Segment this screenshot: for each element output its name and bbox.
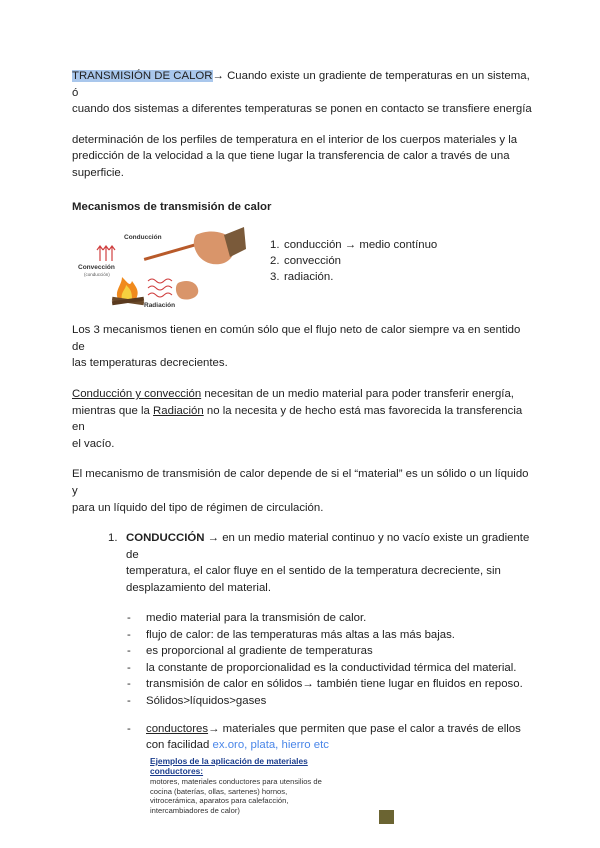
material-paragraph: El mecanismo de transmisión de calor depende de si el “material” es un sólido o un líquido y para un líquido del tipo de régimen de circulación. (72, 468, 529, 514)
section-title: CONDUCCIÓN (126, 532, 205, 545)
conveccion-sub-label: (conducción) (84, 272, 110, 278)
open-hand-icon (176, 281, 198, 300)
medium-paragraph: Conducción y convección necesitan de un medio material para poder transferir energía, mientras que la Radiación no la necesita y de hecho está mas favorecida la transferencia en el vacío. (72, 387, 523, 450)
radiacion-label: Radiación (144, 302, 176, 310)
convection-arrows-icon (97, 246, 115, 261)
examples-text: ex.oro, plata, hierro etc (212, 739, 329, 752)
list-item: - Sólidos>líquidos>gases (127, 693, 532, 709)
document-page (72, 68, 532, 828)
list-item: - medio material para la transmisión de calor. (127, 610, 532, 626)
conductores-list (127, 721, 532, 754)
section-conduccion: 1. CONDUCCIÓN → en un medio material continuo y no vacío existe un gradiente de temperatura, el calor fluye en el sentido de la temperatura decreciente, sin desplazamiento del material. (108, 532, 530, 594)
list-item: - transmisión de calor en sólidos→ también tiene lugar en fluidos en reposo. (127, 676, 532, 692)
common-paragraph: Los 3 mecanismos tienen en común sólo que el flujo neto de calor siempre va en sentido de las temperaturas decrecientes. (72, 324, 521, 370)
radiacion-link[interactable]: Radiación (153, 404, 204, 417)
list-item: 1. conducción → medio contínuo (270, 239, 438, 252)
highlighted-term: TRANSMISIÓN DE CALOR (72, 70, 213, 82)
conductores-link[interactable]: conductores (146, 722, 209, 735)
mechanisms-heading: Mecanismos de transmisión de calor (72, 200, 272, 213)
mechanisms-list (270, 237, 437, 285)
list-item: - flujo de calor: de las temperaturas más altas a las más bajas. (127, 627, 532, 643)
conduccion-label: Conducción (124, 234, 162, 242)
conveccion-label: Convección (78, 264, 115, 272)
intro-paragraph: TRANSMISIÓN DE CALOR→ Cuando existe un gradiente de temperaturas en un sistema, ó cuando dos sistemas a diferentes temperaturas se ponen en contacto se transfiere energía (72, 70, 532, 116)
mechanisms-figure-row (72, 225, 532, 309)
heater-thumbnail (379, 810, 394, 824)
list-item: - conductores→ materiales que permiten que pase el calor a través de ellos con facilidad ex.oro, plata, hierro etc (127, 721, 532, 754)
list-item: - la constante de proporcionalidad es la conductividad térmica del material. (127, 660, 532, 676)
list-item: 2. convección (270, 255, 341, 268)
list-item: - es proporcional al gradiente de temperaturas (127, 643, 532, 659)
properties-list (127, 610, 532, 708)
conduccion-conveccion-link[interactable]: Conducción y convección (72, 387, 202, 400)
examples-image: Ejemplos de la aplicación de materiales conductores: motores, materiales conductores para utensilios de cocina (baterías, ollas, sartenes) hornos, vitrocerámica, aparatos para calefacción, intercambiadores de calor) (150, 756, 392, 828)
heat-transfer-illustration (78, 225, 246, 309)
radiation-waves-icon (148, 279, 172, 297)
list-item: 3. radiación. (270, 271, 334, 284)
definition-paragraph: determinación de los perfiles de temperatura en el interior de los cuerpos materiales y la predicción de la velocidad a la que tiene lugar la transferencia de calor a través de una superficie. (72, 133, 518, 179)
